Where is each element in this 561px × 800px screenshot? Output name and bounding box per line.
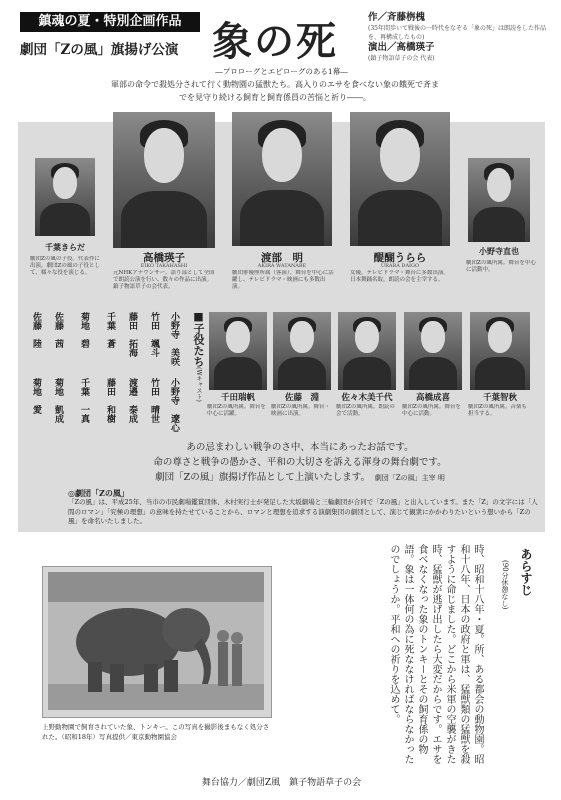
event-badge: 鎮魂の夏・特別企画作品 bbox=[20, 12, 200, 32]
ensemble-name-2: 佐々木美千代 bbox=[341, 393, 393, 403]
synopsis-note: (90分休憩なし) bbox=[501, 560, 509, 610]
ensemble-photo-0 bbox=[209, 312, 267, 390]
author-note: (35年間歩いて戦後の一時代をなぞる「象の死」は朗読をした作品を、再構成したもの) bbox=[368, 25, 546, 41]
ensemble-name-0: 千田瑞帆 bbox=[220, 393, 255, 403]
message-line-2: 命の尊さと戦争の愚かさ、平和の大切さを訴える渾身の舞台劇です。 bbox=[153, 457, 447, 468]
author-credit: 作／斉藤栴槐 bbox=[368, 12, 426, 23]
ensemble-bio-2: 劇団Ζの風所属。朗読の会で活動。 bbox=[336, 404, 395, 417]
cast-photo-1 bbox=[113, 112, 215, 248]
cast-photo-3 bbox=[350, 112, 450, 246]
cast-roman-3: URARA DAIGO bbox=[380, 263, 420, 269]
cast-photo-0 bbox=[35, 158, 95, 236]
ensemble-name-1: 佐藤 淵 bbox=[284, 393, 319, 403]
director-note: (鎮子物語草子の会 代表) bbox=[368, 55, 435, 62]
ensemble-bio-3: 劇団Ζの風所属。舞台を中心に活動。 bbox=[402, 404, 461, 417]
ensemble-photo-2 bbox=[338, 312, 396, 390]
message-line-3: 劇団「Ζの風」旗揚げ作品として上演いたします。 劇団「Ζの風」主宰 明 bbox=[155, 472, 445, 483]
ensemble-bio-1: 劇団Ζの風所属。舞台・映画に出演。 bbox=[271, 404, 330, 417]
children-label: ■子役たち(Wキャスト) bbox=[192, 310, 205, 402]
side-cast-11: 竹田 晴世 bbox=[149, 378, 159, 423]
cast-bio-4: 劇団Ζの風所属。舞台を中心に活動中。 bbox=[466, 260, 536, 273]
cast-name-3: 醍醐うらら bbox=[373, 252, 427, 264]
synopsis-title: あらすじ bbox=[519, 548, 533, 596]
side-cast-9: 渡邉 泰成 bbox=[127, 378, 137, 423]
cast-bio-3: 女優。テレビドラマ・舞台に多数出演。日本舞踊名取。朗読の会を主宰する。 bbox=[350, 270, 449, 283]
cast-roman-2: AKIRA WATANABE bbox=[257, 263, 307, 269]
footer-credits: 舞台協力／劇団Ζ風 鎮子物語草子の会 bbox=[201, 778, 362, 788]
side-cast-12: 小野寺 美咲 bbox=[169, 312, 179, 366]
troupe-heading: 劇団「Ζの風」旗揚げ公演 bbox=[20, 42, 179, 58]
lead-text: 軍部の命令で殺処分されて行く動物園の猛獣たち。高入りのエサを食べない象の餓死で斉までを見守り続ける飼育と飼育係員の苦悩と祈り――。 bbox=[111, 80, 439, 102]
side-cast-6: 千葉 蒼 bbox=[105, 312, 115, 348]
play-title: 象の死 bbox=[212, 18, 338, 65]
cast-photo-4 bbox=[468, 158, 530, 242]
cast-bio-1: 元NHKアナウンサー。語り部として全国で朗読公演を行い、数々の作品に出演。鎮子物語草子の会代表。 bbox=[113, 270, 215, 290]
director-credit: 演出／高橋瑛子 bbox=[368, 42, 435, 53]
side-cast-1: 菊地 愛 bbox=[31, 378, 41, 414]
side-cast-13: 小野寺 遼心 bbox=[169, 378, 179, 432]
cast-name-1: 高橋瑛子 bbox=[143, 252, 185, 264]
side-cast-8: 藤田 拓海 bbox=[127, 312, 137, 357]
ensemble-photo-4 bbox=[470, 312, 530, 390]
cast-roman-1: EIKO TAKAHASHI bbox=[140, 263, 188, 269]
cast-name-0: 千葉きらだ bbox=[45, 242, 85, 252]
staff-credits bbox=[368, 12, 548, 63]
side-cast-3: 菊地 凱成 bbox=[53, 378, 63, 423]
ensemble-bio-0: 劇団Ζの風所属。舞台を中心に活躍。 bbox=[207, 404, 266, 417]
cast-bio-2: 劇団俳優座所属（客演）。舞台を中心に活躍し、テレビドラマ・映画にも多数出演。 bbox=[232, 270, 334, 290]
photo-caption: 上野動物園で飼育されていた象、トンキー。この写真を撮影後まもなく処分された。（昭和18年）写真提供／東京動物園協会 bbox=[42, 723, 270, 741]
cast-photo-2 bbox=[232, 112, 332, 246]
cast-bio-0: 劇団Ζの風の子役。代表作に出演。劇団Ζの風の子役として、様々な役を演じる。 bbox=[30, 256, 100, 276]
side-cast-5: 千葉 一真 bbox=[79, 378, 89, 423]
cast-name-4: 小野寺直也 bbox=[479, 246, 519, 256]
elephant-photo bbox=[48, 572, 264, 710]
ensemble-name-4: 千葉智秋 bbox=[482, 393, 517, 403]
about-text: 「Ζの風」は、平成25年、当市の市民劇場鑑賞団体、木村実行士が発足した大坂劇場と三輪劇団が合同で「Ζの風」と出入しています。また「Ζ」の文字には「人間のロマン」「究極の理想」の意味を持たせていることから、ロマンと理想を追求する演劇集団の劇団として、演じて観衆にかかわりたいという想いから「Ζの風」を命名いたしました。 bbox=[68, 498, 538, 525]
message-line-1: あの忌まわしい戦争のさ中、本当にあったお話です。 bbox=[186, 442, 414, 453]
ensemble-name-3: 高橋成喜 bbox=[415, 393, 450, 403]
side-cast-7: 藤田 和樹 bbox=[105, 378, 115, 423]
ensemble-photo-3 bbox=[404, 312, 462, 390]
synopsis-text: 時、昭和十八年・夏。所、ある都会の動物園。昭和十八年、日本の政府と軍は、猛獣類の猛獣を殺すように命じました。どこから米軍の空襲がきた時、猛獣が逃げ出したら大変だからです。エサを食べなくなった象のトンキーとその飼育係の物語。象は一体何の為に死ななければならなかったのでしょうか。平和への祈りを込めて。 bbox=[388, 544, 483, 764]
about-heading: ◎劇団「Ζの風」 bbox=[68, 488, 129, 498]
play-subtitle: ―プロローグとエピローグのある1幕― bbox=[215, 67, 348, 76]
ensemble-photo-1 bbox=[273, 312, 331, 390]
director-message bbox=[80, 440, 520, 486]
cast-name-2: 渡部 明 bbox=[261, 252, 303, 264]
ensemble-bio-4: 劇団Ζの風所属。音楽も担当する。 bbox=[468, 404, 527, 417]
side-cast-4: 菊地 碧 bbox=[79, 312, 89, 348]
side-cast-0: 佐藤 陸 bbox=[31, 312, 41, 348]
side-cast-10: 竹田 颯斗 bbox=[149, 312, 159, 357]
elephant-icon bbox=[48, 572, 264, 710]
side-cast-2: 佐藤 茜 bbox=[53, 312, 63, 348]
